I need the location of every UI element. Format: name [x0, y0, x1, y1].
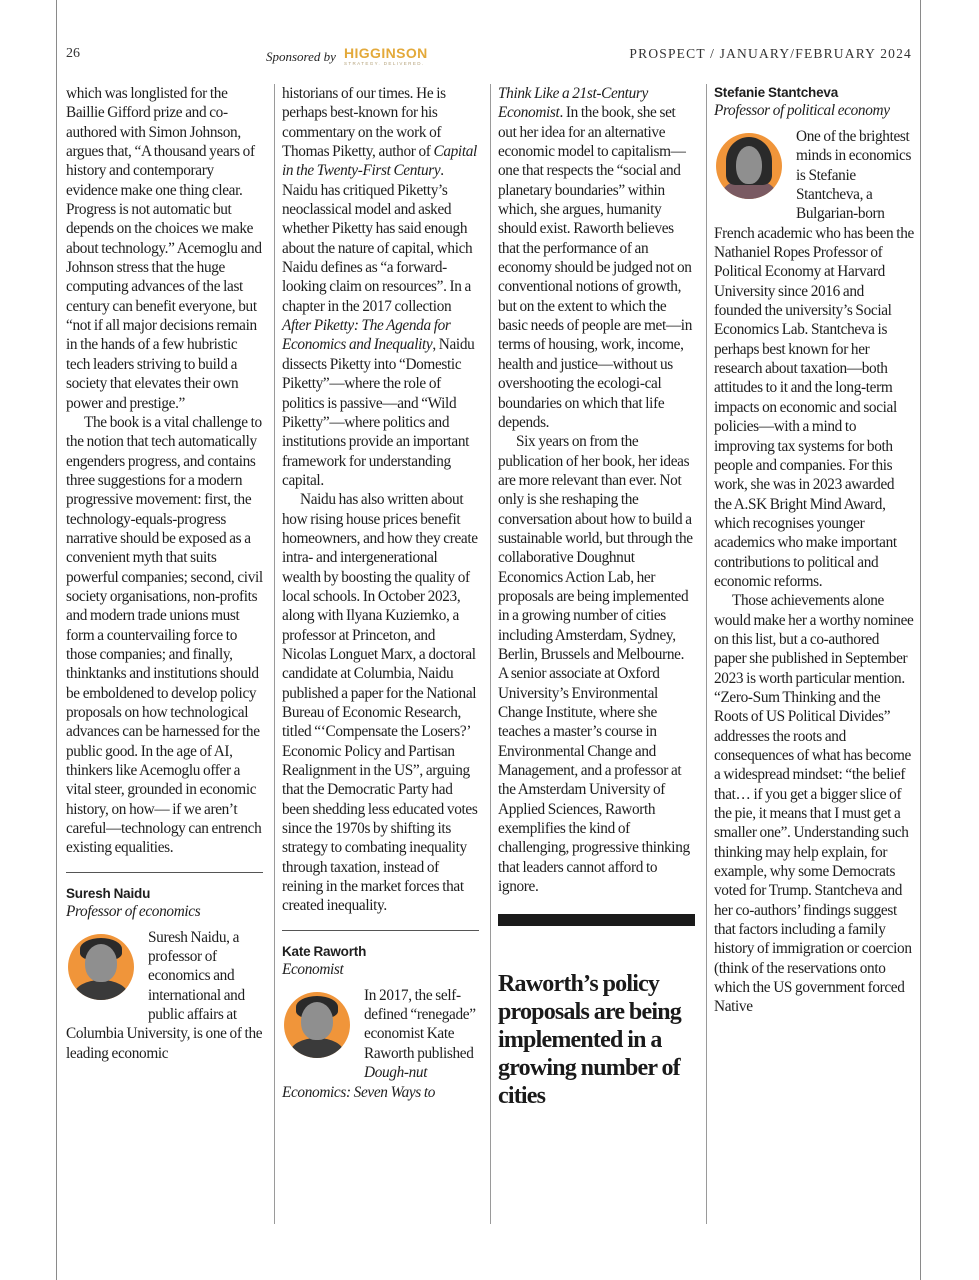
page-number: 26 — [66, 46, 80, 61]
column-divider — [706, 84, 707, 1224]
article-column-4 — [714, 84, 914, 1017]
profile-lead: Suresh Naidu, a professor of economics and international and public affairs at Columbia University, is one of the leading economic — [66, 928, 263, 1062]
page-header — [66, 46, 912, 70]
sponsor-label: Sponsored by — [266, 49, 336, 64]
paragraph: Naidu has also written about how rising house prices benefit homeowners, and how they create intra- and intergenerational wealth by boosting the quality of local schools. In October 2023, along with Ilyana Kuziemko, a professor at Princeton, and Nicolas Longuet Marx, a doctoral candidate at Columbia, Naidu published a paper for the National Bureau of Economic Research, titled “‘Compensate the Losers?’ Economic Policy and Partisan Realignment in the US”, arguing that the Democratic Party had been shedding less educated votes since the 1970s by shifting its strategy to combating inequality through taxation, instead of reining in the market forces that created inequality. — [282, 491, 478, 915]
page-border-right — [920, 0, 921, 1280]
portrait-photo-icon — [716, 133, 788, 205]
pull-quote: Raworth’s policy proposals are being implemented in a growing number of cities — [498, 971, 681, 1110]
portrait-photo-icon — [68, 934, 140, 1006]
sponsor-brand: HIGGINSON — [343, 45, 428, 61]
profile-lead: In 2017, the self-defined “renegade” economist Kate Raworth published Dough-nut Economics: Seven Ways to — [282, 986, 476, 1101]
profile-block — [66, 928, 263, 1063]
paragraph: The book is a vital challenge to the notion that tech automatically engenders progress, and contains three suggestions for a modern progressive movement: first, the technology-equals-progress narrative should be exposed as a convenient myth that suits powerful companies; second, civil society organisations, non-profits and modern trade unions must form a countervailing force to those companies; and finally, thinktanks and institutions should be emboldened to develop policy proposals on how technological advances can be harnessed for the public good. In the age of AI, thinkers like Acemoglu offer a vital steer, grounded in economic history, on how— if we aren’t careful—technology can entrench existing equalities. — [66, 413, 263, 857]
article-column-1 — [66, 84, 263, 1063]
book-title: After Piketty: The Agenda for Economics and Inequality — [282, 317, 451, 354]
sponsor-logo — [344, 46, 428, 67]
profile-name: Kate Raworth — [282, 943, 367, 959]
article-column-3 — [498, 84, 695, 1110]
section-divider — [282, 930, 479, 931]
profile-name: Stefanie Stantcheva — [714, 85, 838, 100]
paragraph: historians of our times. He is perhaps best-known for his commentary on the work of Thomas Piketty, author of Capital in the Twenty-First Century. Naidu has critiqued Piketty’s neoclassical model and asked whether Piketty has said enough about the nature of capital, which Naidu defines as “a forward-looking claim on resources”. In a chapter in the 2017 collection After Piketty: The Agenda for Economics and Inequality, Naidu dissects Piketty into “Domestic Piketty”—where the role of politics is passive—and “Wild Piketty”—where politics and institutions provide an important framework for understanding capital. — [282, 85, 477, 489]
page-border-left — [56, 0, 57, 1280]
book-title: Dough-nut Economics: Seven Ways to — [282, 1064, 436, 1101]
paragraph: which was longlisted for the Baillie Gifford prize and co-authored with Simon Johnson, argues that, “A thousand years of history and contemporary evidence make one thing clear. Progress is not automatic but depends on the choices we make about technology.” Acemoglu and Johnson stress that the huge computing advances of the last century can benefit everyone, but “not if all major decisions remain in the hands of a few hubristic tech leaders striving to build a society that elevates their own power and prestige.” — [66, 85, 262, 412]
column-divider — [490, 84, 491, 1224]
profile-role: Professor of economics — [66, 902, 201, 920]
profile-block — [282, 986, 479, 1102]
pull-quote-bar — [498, 914, 695, 926]
profile-role: Professor of political economy — [714, 102, 890, 119]
sponsor-tagline: STRATEGY. DELIVERED. — [343, 61, 425, 66]
profile-role: Economist — [282, 960, 344, 978]
portrait-photo-icon — [284, 992, 356, 1064]
paragraph: Think Like a 21st-Century Economist. In the book, she set out her idea for an alternative economic model to capitalism—one that respects the “social and planetary boundaries” within which, she argues, humanity should exist. Raworth believes that the performance of an economy should be judged not on conventional notions of growth, but on the extent to which the basic needs of people are met—in terms of housing, work, income, health and justice—without us overshooting the ecologi-cal boundaries on which that life depends. — [498, 85, 693, 431]
article-column-2 — [282, 84, 479, 1102]
paragraph: Those achievements alone would make her a worthy nominee on this list, but a co-authored paper she published in September 2023 is worth particular mention. “Zero-Sum Thinking and the Roots of US Political Divides” addresses the roots and consequences of what has become a widespread mindset: “the belief that… if you get a bigger slice of the pie, it means that I must get a smaller one”. Understanding such thinking may help explain, for example, why some Democrats voted for Trump. Stantcheva and her co-authors’ findings suggest that factors including a family history of immigration or coercion (think of the reservations onto which the US government forced Native — [714, 592, 914, 1016]
sponsor-banner — [266, 46, 428, 67]
book-title: Think Like a 21st-Century Economist — [498, 85, 648, 122]
column-divider — [274, 84, 275, 1224]
book-title: Capital in the Twenty-First Century — [282, 143, 477, 180]
publication-title: PROSPECT / JANUARY/FEBRUARY 2024 — [629, 46, 912, 61]
profile-name: Suresh Naidu — [66, 885, 151, 901]
profile-lead: One of the brightest minds in economics is Stefanie Stantcheva, a Bulgarian-born French academic who has been the Nathaniel Ropes Professor of Political Economy at Harvard University since 2016 and founded the university’s Social Economics Lab. Stantcheva is perhaps best known for her research about taxation—both attitudes to it and the long-term impacts on economic and social policies—with a mind to improving tax systems for both people and companies. For this work, she was in 2023 awarded the A.SK Bright Mind Award, which recognises younger academics who make important contributions to political and economic reforms. — [714, 128, 914, 590]
section-divider — [66, 872, 263, 873]
paragraph: Six years on from the publication of her book, her ideas are more relevant than ever. Not only is she reshaping the conversation about how to build a sustainable world, but through the collaborative Doughnut Economics Action Lab, her proposals are being implemented in a growing number of cities including Amsterdam, Sydney, Berlin, Brussels and Melbourne. A senior associate at Oxford University’s Environmental Change Institute, where she teaches a master’s course in Environmental Change and Management, and a professor at the Amsterdam University of Applied Sciences, Raworth exemplifies the kind of challenging, progressive thinking that leaders cannot afford to ignore. — [498, 433, 693, 896]
profile-block — [714, 127, 914, 591]
